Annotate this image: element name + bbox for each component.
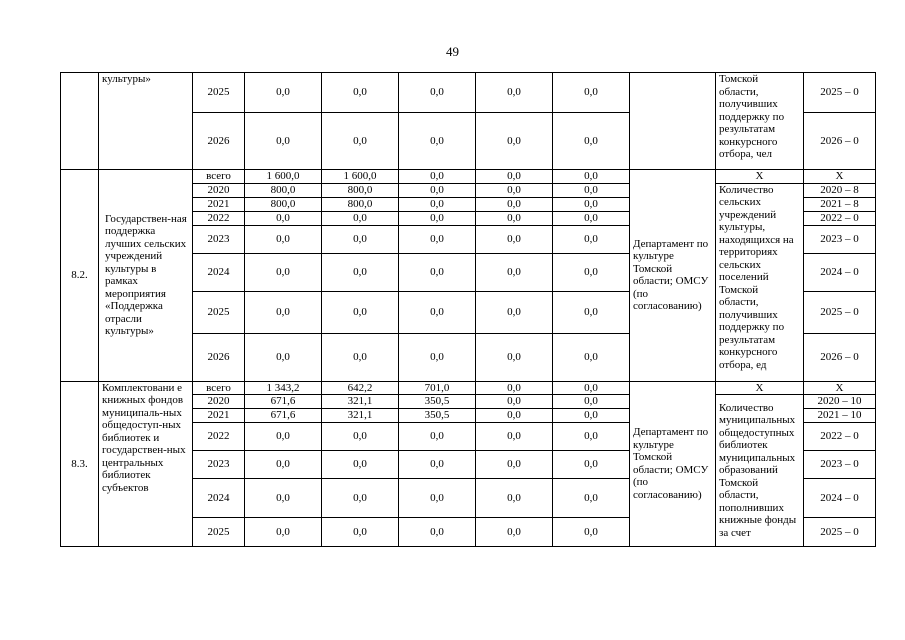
indicator-cell: Томской области, получивших поддержку по результатам конкурсного отбора, чел xyxy=(716,73,804,170)
value-cell: 0,0 xyxy=(476,113,553,170)
value-cell: 0,0 xyxy=(553,197,630,211)
year-cell: 2021 xyxy=(193,197,245,211)
value-cell: 0,0 xyxy=(322,211,399,225)
value-cell: 0,0 xyxy=(553,291,630,333)
value-cell: 0,0 xyxy=(399,197,476,211)
target-cell: 2025 – 0 xyxy=(804,291,876,333)
value-cell: 0,0 xyxy=(553,183,630,197)
target-cell: X xyxy=(804,381,876,395)
value-cell: 0,0 xyxy=(245,211,322,225)
target-cell: 2026 – 0 xyxy=(804,333,876,381)
value-cell: 0,0 xyxy=(476,518,553,547)
value-cell: 0,0 xyxy=(476,409,553,423)
table-row xyxy=(61,381,876,395)
value-cell: 701,0 xyxy=(399,381,476,395)
row-number-cell: 8.2. xyxy=(61,170,99,382)
value-cell: 0,0 xyxy=(476,253,553,291)
target-cell: 2022 – 0 xyxy=(804,211,876,225)
year-cell: 2025 xyxy=(193,73,245,113)
value-cell: 0,0 xyxy=(399,291,476,333)
value-cell: 1 343,2 xyxy=(245,381,322,395)
year-cell: 2026 xyxy=(193,333,245,381)
value-cell: 800,0 xyxy=(322,183,399,197)
table-row xyxy=(61,73,876,113)
value-cell: 0,0 xyxy=(553,253,630,291)
value-cell: 0,0 xyxy=(399,333,476,381)
value-cell: 1 600,0 xyxy=(245,170,322,184)
value-cell: 800,0 xyxy=(245,183,322,197)
value-cell: 0,0 xyxy=(553,225,630,253)
value-cell: 0,0 xyxy=(399,113,476,170)
value-cell: 0,0 xyxy=(553,451,630,479)
value-cell: 0,0 xyxy=(553,423,630,451)
target-cell: 2021 – 10 xyxy=(804,409,876,423)
value-cell: 0,0 xyxy=(245,333,322,381)
value-cell: 0,0 xyxy=(476,211,553,225)
year-cell: 2020 xyxy=(193,395,245,409)
value-cell: 0,0 xyxy=(476,423,553,451)
value-cell: 642,2 xyxy=(322,381,399,395)
value-cell: 1 600,0 xyxy=(322,170,399,184)
value-cell: 800,0 xyxy=(322,197,399,211)
row-number-cell: 8.3. xyxy=(61,381,99,547)
executor-cell: Департамент по культуре Томской области; ОМСУ (по согласованию) xyxy=(630,381,716,547)
value-cell: 0,0 xyxy=(553,409,630,423)
value-cell: 0,0 xyxy=(399,211,476,225)
indicator-cell: Количество муниципальных общедоступных библиотек муниципальных образований Томской области, пополнивших книжные фонды за счет xyxy=(716,395,804,547)
year-cell: 2025 xyxy=(193,518,245,547)
value-cell: 0,0 xyxy=(399,183,476,197)
value-cell: 0,0 xyxy=(553,333,630,381)
target-cell: 2022 – 0 xyxy=(804,423,876,451)
year-cell: 2024 xyxy=(193,479,245,518)
value-cell: 0,0 xyxy=(476,291,553,333)
value-cell: 0,0 xyxy=(553,479,630,518)
value-cell: 0,0 xyxy=(245,225,322,253)
value-cell: 0,0 xyxy=(322,479,399,518)
value-cell: 350,5 xyxy=(399,395,476,409)
value-cell: 0,0 xyxy=(322,113,399,170)
value-cell: 0,0 xyxy=(399,253,476,291)
value-cell: 0,0 xyxy=(399,518,476,547)
value-cell: 0,0 xyxy=(322,423,399,451)
target-cell: 2024 – 0 xyxy=(804,479,876,518)
value-cell: 0,0 xyxy=(476,183,553,197)
indicator-cell: X xyxy=(716,170,804,184)
year-cell: 2026 xyxy=(193,113,245,170)
value-cell: 671,6 xyxy=(245,395,322,409)
target-cell: 2025 – 0 xyxy=(804,518,876,547)
value-cell: 671,6 xyxy=(245,409,322,423)
value-cell: 0,0 xyxy=(322,73,399,113)
year-cell: 2022 xyxy=(193,211,245,225)
target-cell: 2021 – 8 xyxy=(804,197,876,211)
target-cell: 2025 – 0 xyxy=(804,73,876,113)
year-cell: 2020 xyxy=(193,183,245,197)
indicator-cell: Количество сельских учреждений культуры, находящихся на территориях сельских поселений Томской области, получивших поддержку по результатам конкурсного отбора, ед xyxy=(716,183,804,381)
value-cell: 0,0 xyxy=(476,197,553,211)
executor-cell: Департамент по культуре Томской области; ОМСУ (по согласованию) xyxy=(630,170,716,382)
value-cell: 321,1 xyxy=(322,395,399,409)
value-cell: 800,0 xyxy=(245,197,322,211)
year-cell: 2023 xyxy=(193,451,245,479)
value-cell: 0,0 xyxy=(322,225,399,253)
value-cell: 0,0 xyxy=(245,253,322,291)
target-cell: X xyxy=(804,170,876,184)
value-cell: 0,0 xyxy=(476,381,553,395)
page-number: 49 xyxy=(446,44,459,59)
target-cell: 2020 – 10 xyxy=(804,395,876,409)
year-cell: 2022 xyxy=(193,423,245,451)
event-name-cell: культуры» xyxy=(99,73,193,170)
year-cell: 2024 xyxy=(193,253,245,291)
value-cell: 0,0 xyxy=(553,518,630,547)
value-cell: 0,0 xyxy=(553,381,630,395)
value-cell: 0,0 xyxy=(322,291,399,333)
table-row xyxy=(61,170,876,184)
value-cell: 0,0 xyxy=(245,518,322,547)
event-name-cell: Комплектовани е книжных фондов муниципаль-ных общедоступ-ных библиотек и государствен-ных центральных библиотек субъектов xyxy=(99,381,193,547)
value-cell: 0,0 xyxy=(245,291,322,333)
value-cell: 0,0 xyxy=(553,170,630,184)
executor-cell xyxy=(630,73,716,170)
value-cell: 0,0 xyxy=(322,333,399,381)
value-cell: 0,0 xyxy=(553,73,630,113)
value-cell: 350,5 xyxy=(399,409,476,423)
value-cell: 0,0 xyxy=(553,113,630,170)
value-cell: 0,0 xyxy=(322,451,399,479)
target-cell: 2020 – 8 xyxy=(804,183,876,197)
program-table xyxy=(60,72,876,547)
value-cell: 0,0 xyxy=(399,423,476,451)
target-cell: 2023 – 0 xyxy=(804,225,876,253)
value-cell: 0,0 xyxy=(322,253,399,291)
value-cell: 0,0 xyxy=(399,479,476,518)
value-cell: 0,0 xyxy=(245,73,322,113)
year-cell: 2023 xyxy=(193,225,245,253)
value-cell: 0,0 xyxy=(245,113,322,170)
value-cell: 0,0 xyxy=(245,451,322,479)
value-cell: 0,0 xyxy=(553,395,630,409)
year-cell: 2025 xyxy=(193,291,245,333)
value-cell: 0,0 xyxy=(553,211,630,225)
target-cell: 2023 – 0 xyxy=(804,451,876,479)
target-cell: 2024 – 0 xyxy=(804,253,876,291)
value-cell: 321,1 xyxy=(322,409,399,423)
row-number-cell xyxy=(61,73,99,170)
value-cell: 0,0 xyxy=(399,170,476,184)
year-cell: всего xyxy=(193,170,245,184)
value-cell: 0,0 xyxy=(476,479,553,518)
year-cell: 2021 xyxy=(193,409,245,423)
year-cell: всего xyxy=(193,381,245,395)
target-cell: 2026 – 0 xyxy=(804,113,876,170)
value-cell: 0,0 xyxy=(245,423,322,451)
value-cell: 0,0 xyxy=(399,225,476,253)
value-cell: 0,0 xyxy=(476,333,553,381)
value-cell: 0,0 xyxy=(476,395,553,409)
value-cell: 0,0 xyxy=(476,451,553,479)
event-name-cell: Государствен-ная поддержка лучших сельских учреждений культуры в рамках мероприятия «Поддержка отрасли культуры» xyxy=(99,170,193,382)
value-cell: 0,0 xyxy=(476,225,553,253)
value-cell: 0,0 xyxy=(245,479,322,518)
value-cell: 0,0 xyxy=(476,73,553,113)
value-cell: 0,0 xyxy=(476,170,553,184)
value-cell: 0,0 xyxy=(322,518,399,547)
value-cell: 0,0 xyxy=(399,73,476,113)
value-cell: 0,0 xyxy=(399,451,476,479)
indicator-cell: X xyxy=(716,381,804,395)
